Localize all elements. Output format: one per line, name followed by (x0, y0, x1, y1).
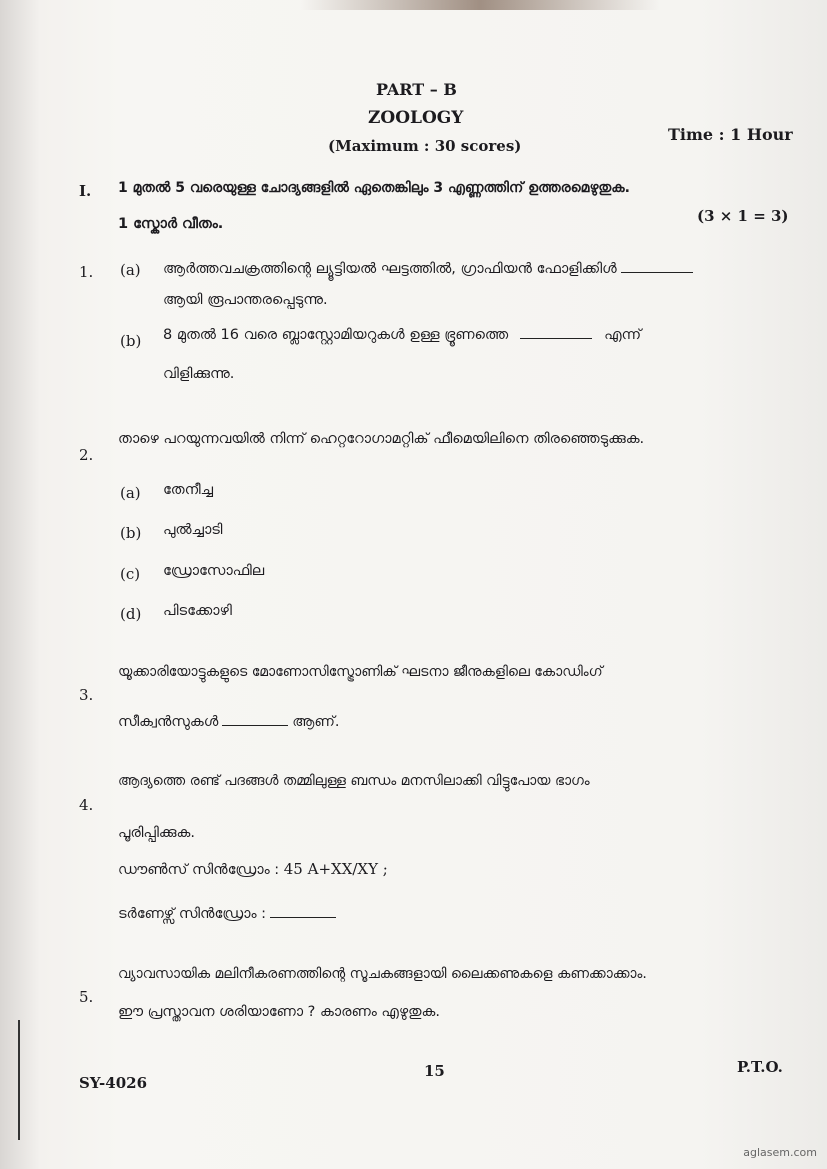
q2-number: 2. (79, 446, 94, 464)
q1a-text: ആർത്തവചക്രത്തിന്റെ ല്യൂട്ടിയൽ ഘട്ടത്തിൽ, ഗ്രാഫിയൻ ഫോളിക്കിൾ (163, 261, 617, 277)
q4-number: 4. (79, 796, 94, 814)
q2-option-a-text: തേനീച്ച (163, 482, 214, 498)
instruction-number: I. (79, 182, 92, 200)
q1b-label: (b) (120, 332, 142, 350)
q2-option-d-label: (d) (120, 605, 142, 623)
q3-line-2 (118, 713, 339, 730)
subject-heading: ZOOLOGY (368, 108, 464, 128)
part-heading: PART – B (376, 80, 457, 99)
q4-downs (118, 860, 388, 878)
downs-label: ഡൗൺസ് സിൻഡ്രോം : (118, 862, 280, 878)
q2-option-c-text: ഡ്രോസോഫില (163, 563, 265, 579)
page-edge-shadow (300, 0, 660, 10)
q2-option-b-text: പുൽച്ചാടി (163, 522, 223, 538)
instruction-score: (3 × 1 = 3) (697, 207, 789, 225)
exam-code: SY-4026 (79, 1074, 148, 1092)
q1a-blank[interactable] (621, 260, 693, 273)
q4-turner (118, 905, 340, 922)
q4-line-2: പൂരിപ്പിക്കുക. (118, 825, 195, 841)
instruction-line-1: 1 മുതൽ 5 വരെയുള്ള ചോദ്യങ്ങളിൽ ഏതെങ്കിലും 3 എണ്ണത്തിന് ഉത്തരമെഴുതുക. (118, 180, 630, 196)
q2-option-a-label: (a) (120, 484, 141, 502)
q1b-text: 8 മുതൽ 16 വരെ ബ്ലാസ്റ്റോമിയറുകൾ ഉള്ള ഭ്രൂണത്തെ (163, 327, 509, 343)
q3-text-b: ആണ്. (292, 714, 340, 730)
q2-option-b-label: (b) (120, 524, 142, 542)
q5-line-1: വ്യാവസായിക മലിനീകരണത്തിന്റെ സൂചകങ്ങളായി ലൈക്കണുകളെ കണക്കാക്കാം. (118, 966, 647, 982)
q1a-label: (a) (120, 261, 141, 279)
q5-line-2: ഈ പ്രസ്താവന ശരിയാണോ ? കാരണം എഴുതുക. (118, 1004, 440, 1020)
q2-option-d-text: പിടക്കോഴി (163, 603, 232, 619)
q5-number: 5. (79, 988, 94, 1006)
watermark: aglasem.com (743, 1146, 817, 1159)
page-number: 15 (424, 1062, 445, 1080)
q1b-line-2: വിളിക്കുന്നു. (163, 366, 235, 382)
turner-label: ടർണേഴ്സ് സിൻഡ്രോം : (118, 906, 267, 922)
q3-number: 3. (79, 686, 94, 704)
q3-blank[interactable] (222, 713, 288, 726)
q3-text-a: സീക്വൻസുകൾ (118, 714, 219, 730)
time-allowed: Time : 1 Hour (668, 125, 793, 144)
q1a-line-2: ആയി രൂപാന്തരപ്പെടുന്നു. (163, 292, 328, 308)
maximum-scores: (Maximum : 30 scores) (328, 137, 522, 155)
q1b-blank[interactable] (520, 326, 592, 339)
please-turn-over: P.T.O. (737, 1058, 783, 1076)
instruction-line-2: 1 സ്കോർ വീതം. (118, 216, 224, 232)
q4-line-1: ആദ്യത്തെ രണ്ട് പദങ്ങൾ തമ്മിലുള്ള ബന്ധം മനസിലാക്കി വിട്ടുപോയ ഭാഗം (118, 773, 590, 789)
q1b-line-1 (163, 326, 641, 343)
q3-line-1: യൂക്കാരിയോട്ടുകളുടെ മോണോസിസ്ട്രോണിക് ഘടനാ ജീനുകളിലെ കോഡിംഗ് (118, 664, 603, 680)
q1-number: 1. (79, 263, 94, 281)
q2-text: താഴെ പറയുന്നവയിൽ നിന്ന് ഹെറ്ററോഗാമറ്റിക് ഫീമെയിലിനെ തിരഞ്ഞെടുക്കുക. (118, 431, 645, 447)
margin-line (18, 1020, 20, 1140)
q4-blank[interactable] (270, 905, 336, 918)
downs-value: 45 A+XX/XY ; (283, 860, 388, 878)
q1b-end-text: എന്ന് (604, 327, 642, 343)
q1a-line-1 (163, 260, 697, 277)
q2-option-c-label: (c) (120, 565, 141, 583)
